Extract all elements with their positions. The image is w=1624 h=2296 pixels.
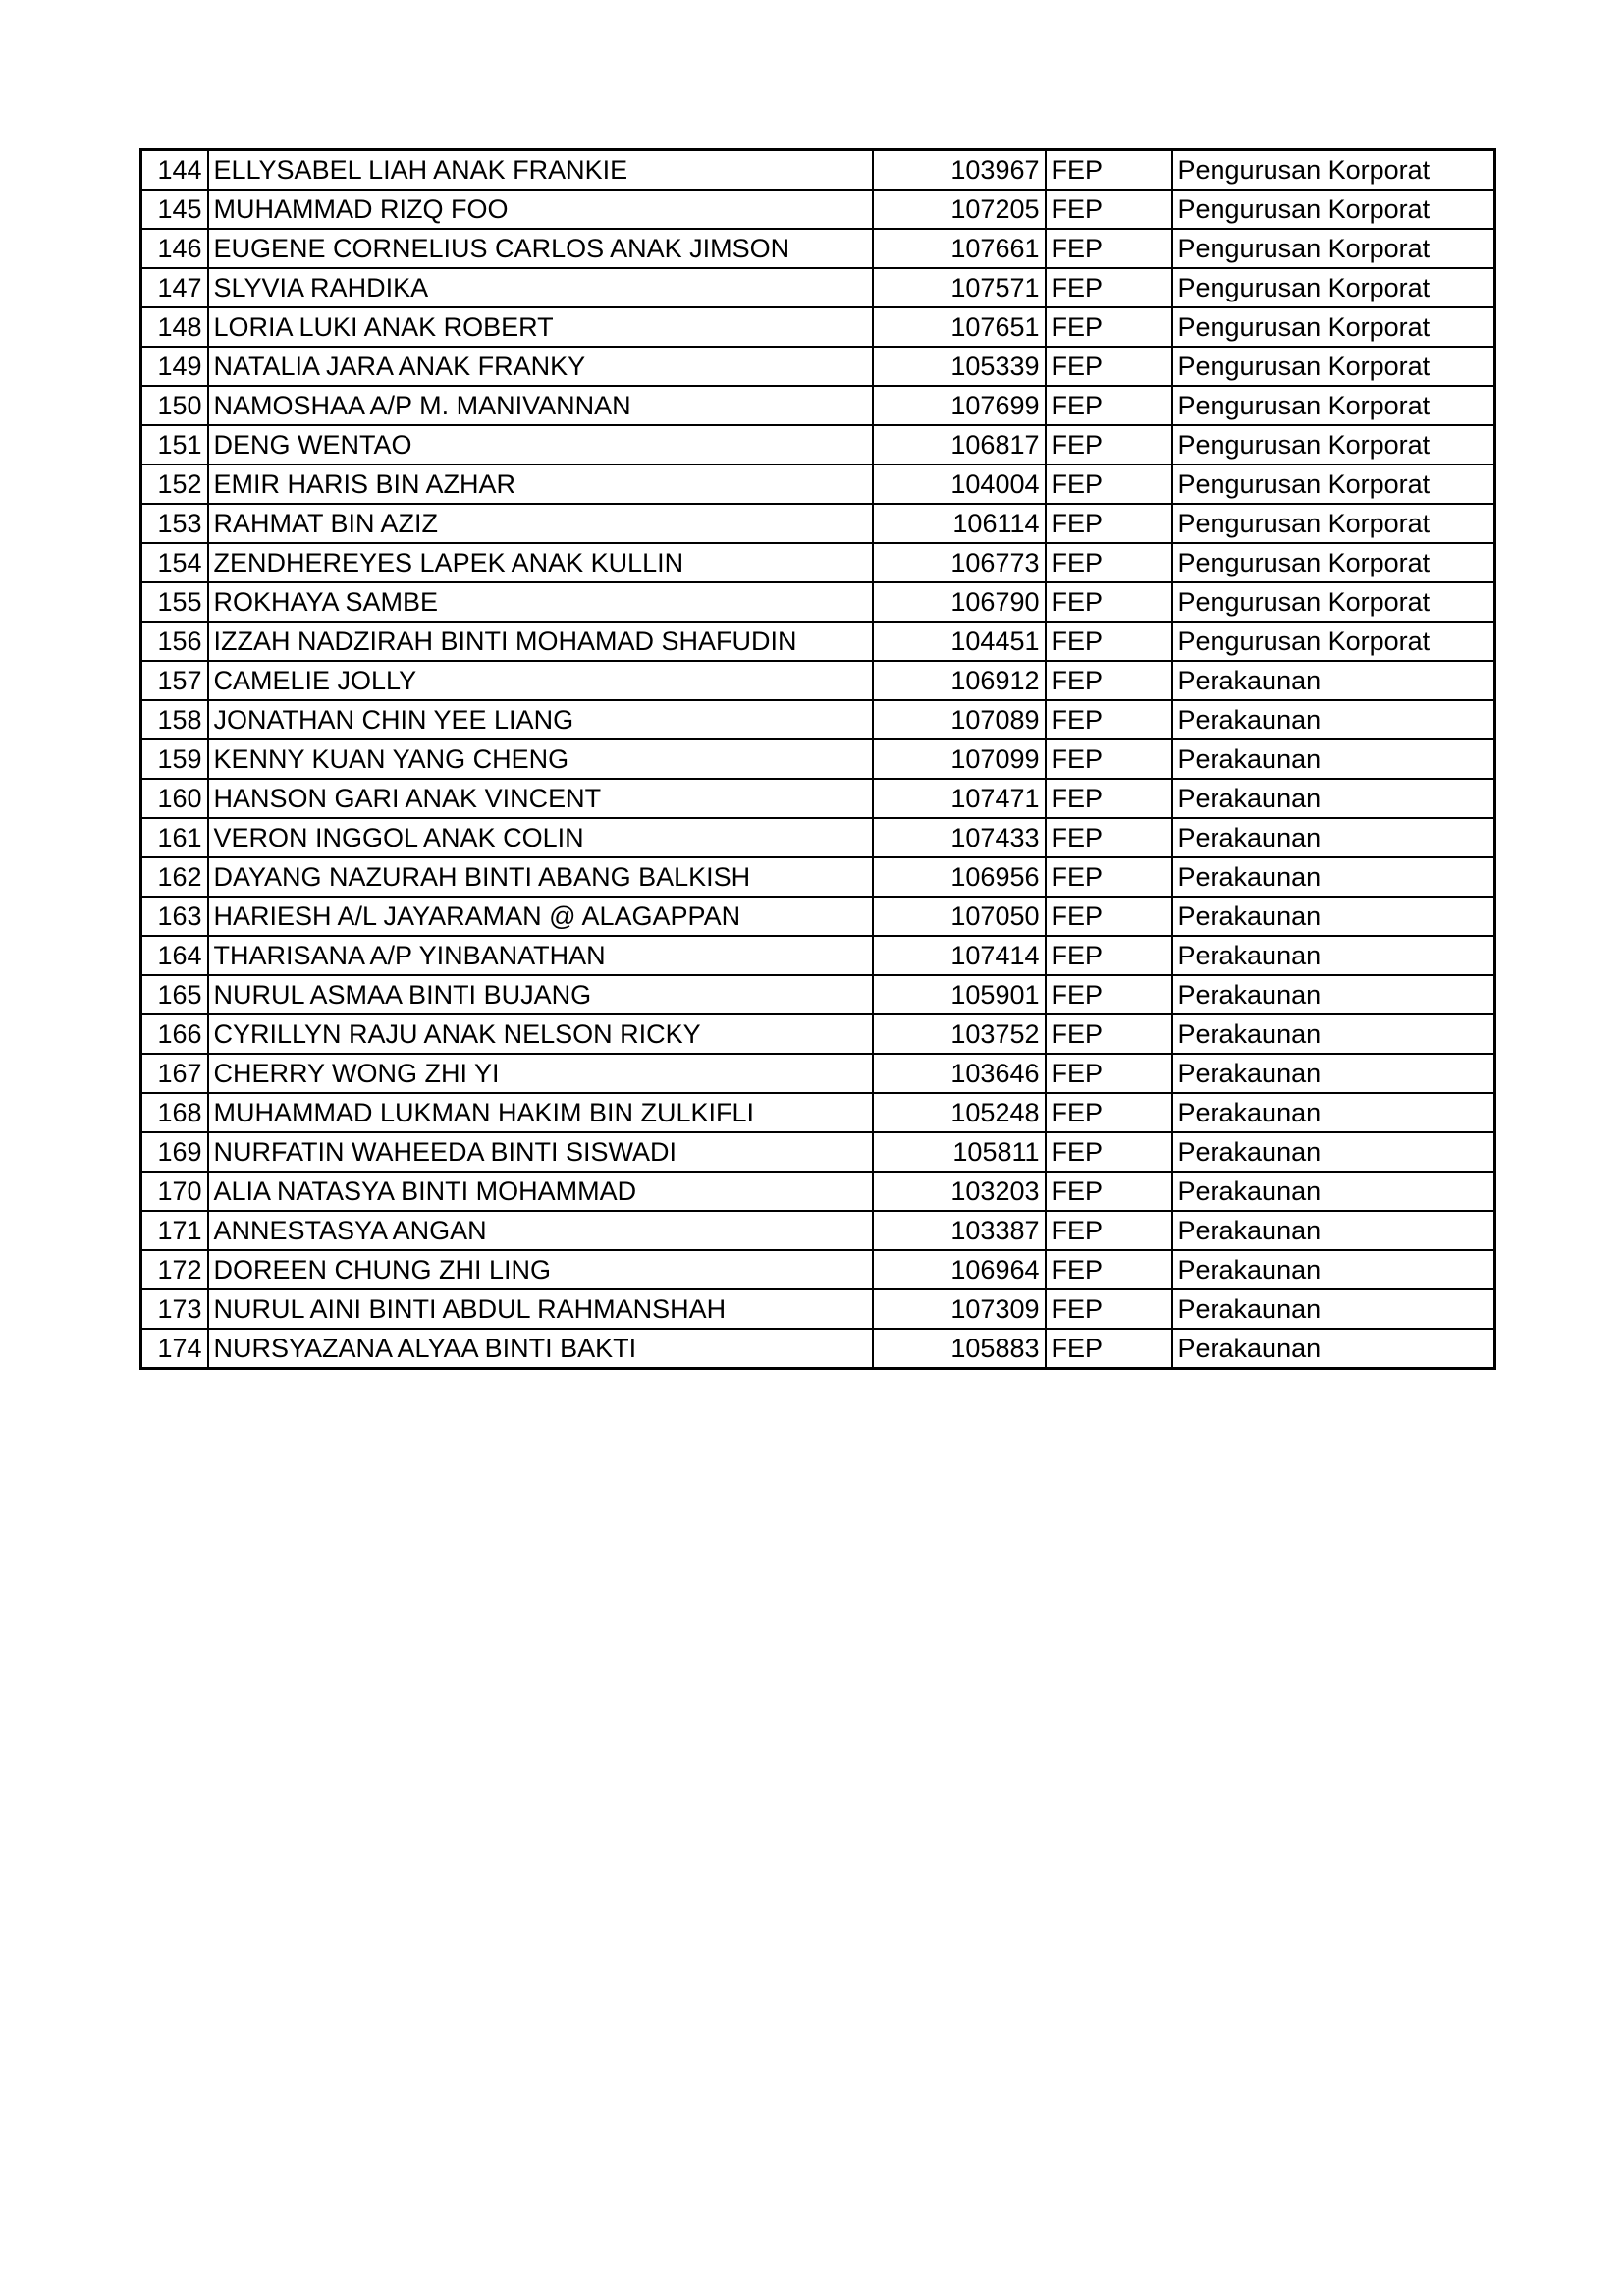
table-row [141,386,1495,425]
faculty-cell: FEP [1046,229,1172,268]
faculty-cell: FEP [1046,700,1172,739]
student-name-cell: MUHAMMAD RIZQ FOO [208,190,873,229]
program-cell: Pengurusan Korporat [1172,150,1495,191]
row-number-cell: 149 [141,347,208,386]
program-cell: Perakaunan [1172,897,1495,936]
table-row [141,465,1495,504]
row-number-cell: 145 [141,190,208,229]
faculty-cell: FEP [1046,1329,1172,1369]
row-number-cell: 160 [141,779,208,818]
faculty-cell: FEP [1046,1250,1172,1289]
student-name-cell: NAMOSHAA A/P M. MANIVANNAN [208,386,873,425]
student-id-cell: 107699 [873,386,1046,425]
table-row [141,1250,1495,1289]
student-name-cell: NURUL ASMAA BINTI BUJANG [208,975,873,1014]
program-cell: Pengurusan Korporat [1172,425,1495,465]
table-row [141,1289,1495,1329]
faculty-cell: FEP [1046,582,1172,622]
student-name-cell: DENG WENTAO [208,425,873,465]
table-row [141,661,1495,700]
student-name-cell: DAYANG NAZURAH BINTI ABANG BALKISH [208,857,873,897]
student-id-cell: 103387 [873,1211,1046,1250]
student-name-cell: CAMELIE JOLLY [208,661,873,700]
student-name-cell: DOREEN CHUNG ZHI LING [208,1250,873,1289]
program-cell: Perakaunan [1172,1172,1495,1211]
student-name-cell: ALIA NATASYA BINTI MOHAMMAD [208,1172,873,1211]
faculty-cell: FEP [1046,739,1172,779]
program-cell: Perakaunan [1172,1014,1495,1054]
program-cell: Pengurusan Korporat [1172,307,1495,347]
student-id-cell: 106956 [873,857,1046,897]
table-row [141,190,1495,229]
row-number-cell: 146 [141,229,208,268]
student-name-cell: NURFATIN WAHEEDA BINTI SISWADI [208,1132,873,1172]
table-row [141,700,1495,739]
program-cell: Pengurusan Korporat [1172,504,1495,543]
student-id-cell: 107433 [873,818,1046,857]
program-cell: Pengurusan Korporat [1172,622,1495,661]
table-row [141,1132,1495,1172]
faculty-cell: FEP [1046,661,1172,700]
student-id-cell: 104451 [873,622,1046,661]
table-row [141,543,1495,582]
student-id-cell: 106912 [873,661,1046,700]
faculty-cell: FEP [1046,936,1172,975]
student-name-cell: CYRILLYN RAJU ANAK NELSON RICKY [208,1014,873,1054]
table-row [141,1329,1495,1369]
faculty-cell: FEP [1046,779,1172,818]
student-name-cell: EMIR HARIS BIN AZHAR [208,465,873,504]
row-number-cell: 147 [141,268,208,307]
student-id-cell: 105339 [873,347,1046,386]
student-id-cell: 107651 [873,307,1046,347]
faculty-cell: FEP [1046,1132,1172,1172]
row-number-cell: 150 [141,386,208,425]
faculty-cell: FEP [1046,1014,1172,1054]
student-name-cell: HARIESH A/L JAYARAMAN @ ALAGAPPAN [208,897,873,936]
table-row [141,1211,1495,1250]
program-cell: Perakaunan [1172,779,1495,818]
program-cell: Perakaunan [1172,818,1495,857]
student-name-cell: KENNY KUAN YANG CHENG [208,739,873,779]
student-name-cell: THARISANA A/P YINBANATHAN [208,936,873,975]
program-cell: Pengurusan Korporat [1172,543,1495,582]
student-id-cell: 104004 [873,465,1046,504]
program-cell: Perakaunan [1172,1329,1495,1369]
row-number-cell: 151 [141,425,208,465]
student-name-cell: NURUL AINI BINTI ABDUL RAHMANSHAH [208,1289,873,1329]
student-name-cell: NATALIA JARA ANAK FRANKY [208,347,873,386]
faculty-cell: FEP [1046,857,1172,897]
faculty-cell: FEP [1046,347,1172,386]
program-cell: Perakaunan [1172,739,1495,779]
table-row [141,307,1495,347]
table-row [141,1093,1495,1132]
table-row [141,347,1495,386]
student-name-cell: EUGENE CORNELIUS CARLOS ANAK JIMSON [208,229,873,268]
faculty-cell: FEP [1046,1289,1172,1329]
row-number-cell: 153 [141,504,208,543]
row-number-cell: 164 [141,936,208,975]
program-cell: Perakaunan [1172,1054,1495,1093]
faculty-cell: FEP [1046,1054,1172,1093]
program-cell: Pengurusan Korporat [1172,229,1495,268]
student-id-cell: 107571 [873,268,1046,307]
program-cell: Pengurusan Korporat [1172,386,1495,425]
faculty-cell: FEP [1046,268,1172,307]
program-cell: Perakaunan [1172,857,1495,897]
faculty-cell: FEP [1046,897,1172,936]
student-name-cell: SLYVIA RAHDIKA [208,268,873,307]
program-cell: Pengurusan Korporat [1172,190,1495,229]
faculty-cell: FEP [1046,543,1172,582]
student-name-cell: RAHMAT BIN AZIZ [208,504,873,543]
row-number-cell: 158 [141,700,208,739]
table-row [141,818,1495,857]
table-row [141,425,1495,465]
row-number-cell: 171 [141,1211,208,1250]
student-id-cell: 107099 [873,739,1046,779]
table-row [141,1014,1495,1054]
program-cell: Perakaunan [1172,1093,1495,1132]
program-cell: Perakaunan [1172,936,1495,975]
table-row [141,229,1495,268]
student-id-cell: 103967 [873,150,1046,191]
program-cell: Perakaunan [1172,1132,1495,1172]
faculty-cell: FEP [1046,465,1172,504]
row-number-cell: 174 [141,1329,208,1369]
student-name-cell: JONATHAN CHIN YEE LIANG [208,700,873,739]
table-row [141,582,1495,622]
student-id-cell: 107205 [873,190,1046,229]
faculty-cell: FEP [1046,1211,1172,1250]
student-id-cell: 105811 [873,1132,1046,1172]
student-id-cell: 106964 [873,1250,1046,1289]
student-name-cell: CHERRY WONG ZHI YI [208,1054,873,1093]
row-number-cell: 168 [141,1093,208,1132]
student-name-cell: VERON INGGOL ANAK COLIN [208,818,873,857]
student-id-cell: 107471 [873,779,1046,818]
row-number-cell: 163 [141,897,208,936]
student-id-cell: 107050 [873,897,1046,936]
table-row [141,504,1495,543]
table-row [141,622,1495,661]
student-name-cell: MUHAMMAD LUKMAN HAKIM BIN ZULKIFLI [208,1093,873,1132]
table-row [141,936,1495,975]
table-row [141,857,1495,897]
student-name-cell: ZENDHEREYES LAPEK ANAK KULLIN [208,543,873,582]
table-row [141,739,1495,779]
table-row [141,1172,1495,1211]
faculty-cell: FEP [1046,975,1172,1014]
faculty-cell: FEP [1046,307,1172,347]
row-number-cell: 161 [141,818,208,857]
student-name-cell: HANSON GARI ANAK VINCENT [208,779,873,818]
student-id-cell: 103752 [873,1014,1046,1054]
student-id-cell: 107661 [873,229,1046,268]
program-cell: Perakaunan [1172,975,1495,1014]
program-cell: Perakaunan [1172,1211,1495,1250]
student-list-table [139,148,1496,1370]
student-id-cell: 105901 [873,975,1046,1014]
student-id-cell: 105883 [873,1329,1046,1369]
program-cell: Perakaunan [1172,1250,1495,1289]
student-id-cell: 107414 [873,936,1046,975]
student-id-cell: 106114 [873,504,1046,543]
row-number-cell: 165 [141,975,208,1014]
row-number-cell: 162 [141,857,208,897]
faculty-cell: FEP [1046,622,1172,661]
student-id-cell: 106790 [873,582,1046,622]
faculty-cell: FEP [1046,818,1172,857]
table-body [141,150,1495,1369]
row-number-cell: 157 [141,661,208,700]
program-cell: Perakaunan [1172,700,1495,739]
table-row [141,779,1495,818]
program-cell: Perakaunan [1172,661,1495,700]
table-row [141,897,1495,936]
row-number-cell: 172 [141,1250,208,1289]
faculty-cell: FEP [1046,1093,1172,1132]
table-row [141,150,1495,191]
program-cell: Pengurusan Korporat [1172,268,1495,307]
row-number-cell: 173 [141,1289,208,1329]
student-id-cell: 103203 [873,1172,1046,1211]
row-number-cell: 156 [141,622,208,661]
faculty-cell: FEP [1046,504,1172,543]
faculty-cell: FEP [1046,386,1172,425]
row-number-cell: 170 [141,1172,208,1211]
student-name-cell: LORIA LUKI ANAK ROBERT [208,307,873,347]
student-name-cell: NURSYAZANA ALYAA BINTI BAKTI [208,1329,873,1369]
student-name-cell: ANNESTASYA ANGAN [208,1211,873,1250]
row-number-cell: 152 [141,465,208,504]
row-number-cell: 167 [141,1054,208,1093]
faculty-cell: FEP [1046,425,1172,465]
row-number-cell: 169 [141,1132,208,1172]
student-name-cell: IZZAH NADZIRAH BINTI MOHAMAD SHAFUDIN [208,622,873,661]
program-cell: Pengurusan Korporat [1172,465,1495,504]
student-id-cell: 105248 [873,1093,1046,1132]
faculty-cell: FEP [1046,1172,1172,1211]
table-row [141,268,1495,307]
program-cell: Pengurusan Korporat [1172,582,1495,622]
student-id-cell: 107089 [873,700,1046,739]
student-name-cell: ELLYSABEL LIAH ANAK FRANKIE [208,150,873,191]
row-number-cell: 166 [141,1014,208,1054]
student-id-cell: 106773 [873,543,1046,582]
row-number-cell: 144 [141,150,208,191]
row-number-cell: 154 [141,543,208,582]
student-id-cell: 107309 [873,1289,1046,1329]
row-number-cell: 159 [141,739,208,779]
student-id-cell: 106817 [873,425,1046,465]
program-cell: Pengurusan Korporat [1172,347,1495,386]
faculty-cell: FEP [1046,190,1172,229]
student-id-cell: 103646 [873,1054,1046,1093]
table-row [141,975,1495,1014]
row-number-cell: 148 [141,307,208,347]
table-row [141,1054,1495,1093]
student-name-cell: ROKHAYA SAMBE [208,582,873,622]
faculty-cell: FEP [1046,150,1172,191]
row-number-cell: 155 [141,582,208,622]
program-cell: Perakaunan [1172,1289,1495,1329]
